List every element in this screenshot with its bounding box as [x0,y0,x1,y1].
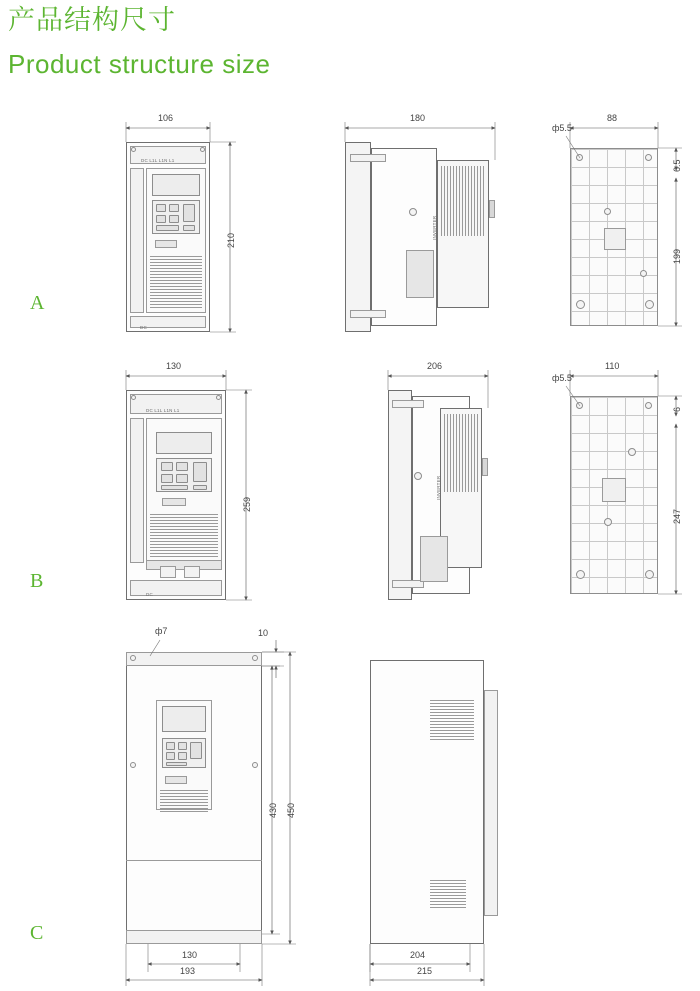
model-a-top-terminal-label: DC L1L L1N L1 [141,158,175,163]
screw-icon [216,395,221,400]
keypad-button[interactable] [166,752,175,760]
keypad-button[interactable] [166,742,175,750]
dim-a-rear-width: 88 [607,113,618,123]
keypad-button[interactable] [193,462,207,482]
dim-a-rear-top-offset: 6.5 [672,159,682,172]
dim-b-rear-width: 110 [605,361,620,371]
model-c-side-vents-bottom [430,880,466,910]
mounting-hole-icon [645,570,654,579]
mounting-hole-icon [576,570,585,579]
keypad-button[interactable] [178,752,187,760]
dim-b-side-depth: 206 [427,361,443,371]
model-a-side-body [371,148,437,326]
keypad-button[interactable] [169,215,179,223]
model-b-rear-boss [602,478,626,502]
dim-b-front-height: 259 [242,496,252,512]
model-c-display [162,706,206,732]
keypad-button[interactable] [156,215,166,223]
row-label-b: B [30,570,44,592]
model-a-side-vents [441,166,485,236]
mounting-hole-icon [252,655,258,661]
keypad-button[interactable] [169,204,179,212]
screw-icon [409,208,417,216]
model-c-front-vents [160,790,208,814]
screw-icon [200,147,205,152]
model-b-top-terminal-label: DC L1L L1N L1 [146,408,180,413]
model-b-side-bracket-top [392,400,424,408]
dim-a-side-depth: 180 [410,113,426,123]
model-c-brand-plate [165,776,187,784]
keypad-button[interactable] [161,462,173,471]
mounting-hole-icon [645,300,654,309]
keypad-button[interactable] [166,762,187,766]
screw-icon [628,448,636,456]
model-a-display [152,174,200,196]
dim-a-front-width: 106 [158,113,174,123]
dim-a-front-height: 210 [226,232,236,248]
dim-b-mounting-hole: ф5.5 [552,373,572,383]
page-title-cn: 产品结构尺寸 [8,5,176,35]
keypad-button[interactable] [161,485,188,490]
model-b-brand-plate [162,498,186,506]
mounting-hole-icon [576,154,583,161]
dim-a-rear-height: 199 [672,248,682,264]
model-b-side-backplate [388,390,412,600]
model-a-front-vents [150,256,202,308]
keypad-button[interactable] [161,474,173,483]
dim-b-front-width: 130 [166,361,182,371]
row-label-c: C [30,922,44,944]
model-b-side-panel [420,536,448,582]
dim-c-mounting-hole: ф7 [155,626,168,636]
screw-icon [414,472,422,480]
dim-b-rear-height: 247 [672,508,682,524]
model-a-side-panel [406,250,434,298]
screw-icon [604,208,611,215]
keypad-button[interactable] [183,204,195,222]
screw-icon [640,270,647,277]
model-c-front-bottom-bracket [126,930,262,944]
dim-c-total-height: 450 [286,802,296,818]
model-a-side-connector [489,200,495,218]
dim-c-total-width: 193 [180,966,196,976]
screw-icon [131,147,136,152]
model-c-front-seam [126,860,262,861]
dim-c-side-depth-inner: 204 [410,950,426,960]
model-a-side-bracket-bottom [350,310,386,318]
model-a-side-backplate [345,142,371,332]
keypad-button[interactable] [183,225,195,231]
model-a-bottom-terminal-label: DC [140,325,147,330]
model-a-brand-plate [155,240,177,248]
model-b-side-connector [482,458,488,476]
keypad-button[interactable] [156,204,166,212]
mounting-hole-icon [576,402,583,409]
keypad-button[interactable] [176,462,188,471]
keypad-button[interactable] [176,474,188,483]
model-a-side-text: INVERTER [432,215,437,240]
dim-b-rear-top-offset: 6 [672,406,682,412]
mounting-hole-icon [645,154,652,161]
model-b-front-left-column [130,418,144,563]
model-a-side-bracket-top [350,154,386,162]
mounting-hole-icon [130,655,136,661]
screw-icon [131,395,136,400]
model-b-front-bottom-terminal [130,580,222,596]
dim-c-top-offset: 10 [258,628,269,638]
dim-c-mount-height: 430 [268,802,278,818]
model-b-side-vents [444,414,478,492]
row-label-a: A [30,292,45,314]
model-c-side-heatsink [484,690,498,916]
screw-icon [604,518,612,526]
model-c-front-top-bracket [126,652,262,666]
model-c-side-vents-top [430,700,474,740]
model-b-front-tab-right [184,566,200,578]
mounting-hole-icon [645,402,652,409]
mounting-hole-icon [576,300,585,309]
keypad-button[interactable] [193,485,207,490]
model-b-bottom-terminal-label: DC [146,592,153,597]
model-a-rear-boss [604,228,626,250]
dim-c-side-depth-outer: 215 [417,966,433,976]
screw-icon [130,762,136,768]
screw-icon [252,762,258,768]
page-title-en: Product structure size [8,49,271,79]
keypad-button[interactable] [190,742,202,759]
dim-a-mounting-hole: ф5.5 [552,123,572,133]
dim-c-mount-width: 130 [182,950,198,960]
model-b-front-vents [150,514,218,558]
keypad-button[interactable] [178,742,187,750]
model-b-front-tab-left [160,566,176,578]
model-a-front-left-column [130,168,144,313]
keypad-button[interactable] [156,225,179,231]
model-b-side-text: INVERTER [436,475,441,500]
model-b-display [156,432,212,454]
